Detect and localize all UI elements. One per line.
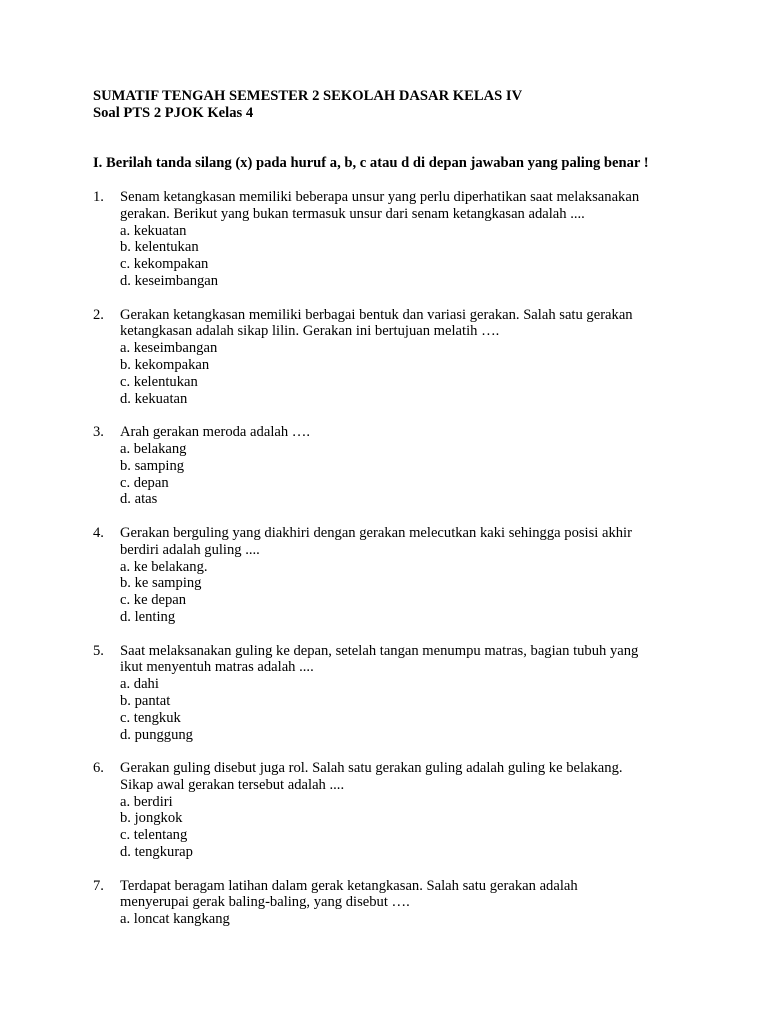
question-item [93, 424, 683, 508]
question-number: 3. [93, 424, 104, 441]
answer-option: a. keseimbangan [120, 340, 218, 357]
answer-option: b. ke samping [120, 575, 202, 592]
answer-option: d. lenting [120, 608, 176, 625]
answer-option: b. jongkok [120, 810, 183, 827]
answer-option: c. kekompakan [120, 256, 209, 273]
question-item [93, 643, 683, 744]
answer-option: c. kelentukan [120, 373, 198, 390]
question-text: Saat melaksanakan guling ke depan, setelah tangan menumpu matras, bagian tubuh yang ikut menyentuh matras adalah .... [120, 642, 639, 676]
answer-option: c. telentang [120, 827, 188, 844]
question-item [93, 307, 683, 408]
answer-option: d. kekuatan [120, 390, 188, 407]
answer-option: d. tengkurap [120, 844, 193, 861]
question-text: Arah gerakan meroda adalah …. [120, 424, 311, 441]
answer-option: a. berdiri [120, 793, 173, 810]
question-text: Gerakan berguling yang diakhiri dengan gerakan melecutkan kaki sehingga posisi akhir berdiri adalah guling .... [120, 524, 632, 558]
question-number: 4. [93, 524, 104, 541]
answer-option: a. kekuatan [120, 222, 187, 239]
answer-option: c. tengkuk [120, 709, 181, 726]
answer-option: a. belakang [120, 440, 187, 457]
question-item [93, 878, 683, 928]
question-number: 2. [93, 306, 104, 323]
answer-option: b. samping [120, 457, 185, 474]
answer-option: b. kelentukan [120, 239, 199, 256]
question-body [120, 307, 683, 408]
question-number: 6. [93, 760, 104, 777]
question-body [120, 878, 683, 928]
question-body [120, 189, 683, 290]
question-text: Gerakan ketangkasan memiliki berbagai bentuk dan variasi gerakan. Salah satu gerakan ketangkasan adalah sikap lilin. Gerakan ini bertujuan melatih …. [120, 306, 633, 340]
answer-option: c. ke depan [120, 592, 187, 609]
question-item [93, 525, 683, 626]
question-item [93, 760, 683, 861]
question-body [120, 643, 683, 744]
answer-option: d. keseimbangan [120, 272, 219, 289]
document-header [93, 88, 693, 122]
question-text: Terdapat beragam latihan dalam gerak ketangkasan. Salah satu gerakan adalah menyerupai gerak baling-baling, yang disebut …. [120, 877, 578, 911]
answer-option: c. depan [120, 474, 169, 491]
question-body [120, 525, 683, 626]
document-subtitle: Soal PTS 2 PJOK Kelas 4 [93, 104, 254, 121]
document-title: SUMATIF TENGAH SEMESTER 2 SEKOLAH DASAR KELAS IV [93, 88, 523, 104]
answer-option: d. punggung [120, 726, 193, 743]
question-text: Gerakan guling disebut juga rol. Salah satu gerakan guling adalah guling ke belakang. Sikap awal gerakan tersebut adalah .... [120, 760, 623, 793]
question-number: 7. [93, 877, 104, 894]
answer-option: a. loncat kangkang [120, 911, 230, 928]
answer-option: b. pantat [120, 692, 171, 709]
instruction-text: I. Berilah tanda silang (x) pada huruf a, b, c atau d di depan jawaban yang paling benar ! [93, 155, 649, 171]
answer-option: a. ke belakang. [120, 558, 208, 575]
question-body [120, 424, 683, 508]
question-body [120, 760, 683, 861]
answer-option: b. kekompakan [120, 356, 210, 373]
question-item [93, 189, 683, 290]
question-number: 5. [93, 642, 104, 659]
question-text: Senam ketangkasan memiliki beberapa unsur yang perlu diperhatikan saat melaksanakan gerakan. Berikut yang bukan termasuk unsur dari senam ketangkasan adalah .... [120, 189, 640, 222]
question-number: 1. [93, 189, 104, 205]
answer-option: a. dahi [120, 676, 159, 693]
answer-option: d. atas [120, 491, 158, 508]
question-list [93, 189, 683, 945]
